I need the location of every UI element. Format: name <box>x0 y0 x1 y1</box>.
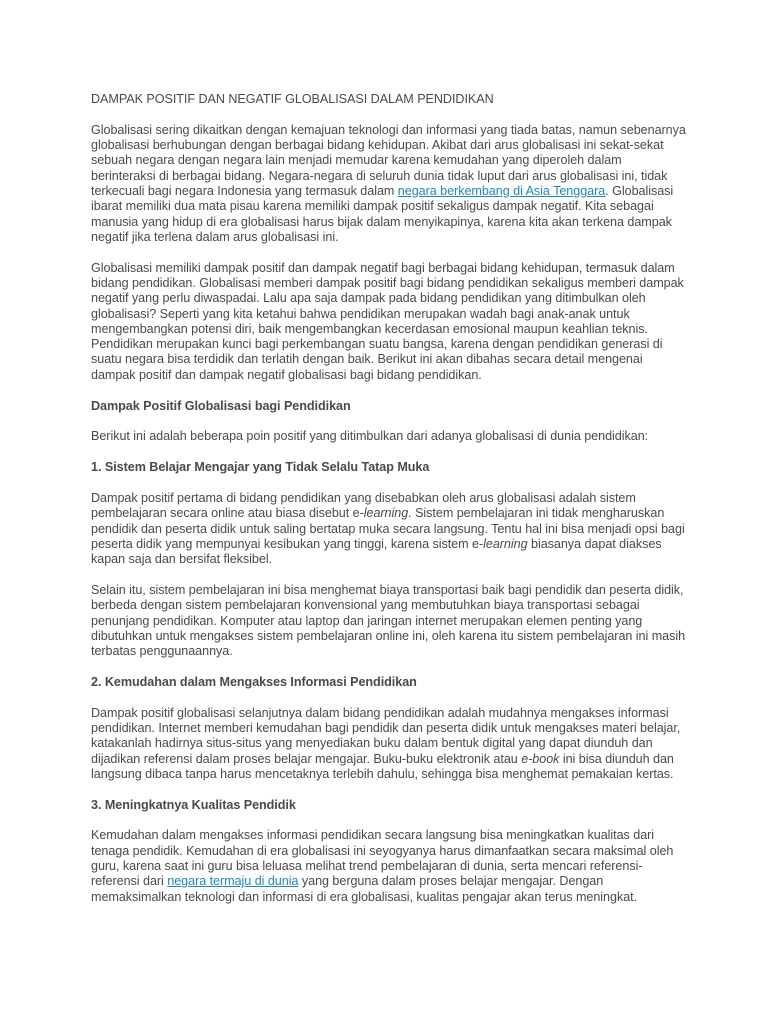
paragraph-intro-text-b: . Globalisasi ibarat memiliki dua mata pisau karena memiliki dampak positif sekaligus dampak negatif. Kita sebagai manusia yang hidup di era globalisasi harus bijak dalam menyikapinya, karena kita akan terkena dampak negatif jika terlena dalam arus globalisasi ini. <box>91 183 674 244</box>
heading-point-2: 2. Kemudahan dalam Mengakses Informasi Pendidikan <box>91 674 417 689</box>
paragraph-elearning-text-a: Dampak positif pertama di bidang pendidikan yang disebabkan oleh arus globalisasi adalah sistem pembelajaran secara online atau biasa disebut e- <box>91 490 636 521</box>
heading-point-3: 3. Meningkatnya Kualitas Pendidik <box>91 797 296 812</box>
link-negara-berkembang[interactable]: negara berkembang di Asia Tenggara <box>397 183 606 198</box>
paragraph-teacher-quality <box>91 828 687 904</box>
paragraph-teacher-quality-text-a: Kemudahan dalam mengakses informasi pendidikan secara langsung bisa meningkatkan kualitas dari tenaga pendidik. Kemudahan di era globalisasi ini seyogyanya harus dimanfaatkan secara maksimal oleh guru, karena saat ini guru bisa leluasa melihat trend pembelajaran di dunia, serta mencari referensi-referensi dari <box>91 828 674 889</box>
paragraph-intro-text-a: Globalisasi sering dikaitkan dengan kemajuan teknologi dan informasi yang tiada batas, namun sebenarnya globalisasi berhubungan dengan berbagai bidang kehidupan. Akibat dari arus globalisasi ini sekat-sekat sebuah negara dengan negara lain menjadi memudar karena kemudahan yang diperoleh dalam berinteraksi di berbagai bidang. Negara-negara di seluruh dunia tidak luput dari arus globalisasi ini, tidak terkecuali bagi negara Indonesia yang termasuk dalam <box>91 122 686 198</box>
paragraph-elearning-text-c: biasanya dapat diakses kapan saja dan bersifat fleksibel. <box>91 536 662 567</box>
paragraph-positive-intro: Berikut ini adalah beberapa poin positif yang ditimbulkan dari adanya globalisasi di dunia pendidikan: <box>91 429 649 444</box>
paragraph-access-info-text-b: ini bisa diunduh dan langsung dibaca tanpa harus mencetaknya terlebih dahulu, sehingga bisa menghemat pemakaian kertas. <box>91 751 674 781</box>
document-page <box>91 92 687 920</box>
link-negara-termaju[interactable]: negara termaju di dunia <box>167 874 299 889</box>
paragraph-cost-saving: Selain itu, sistem pembelajaran ini bisa menghemat biaya transportasi baik bagi pendidik dan peserta didik, berbeda dengan sistem pembelajaran konvensional yang membutuhkan biaya transportasi sebagai penunjang pendidikan. Komputer atau laptop dan jaringan internet merupakan elemen penting yang dibutuhkan untuk mengakses sistem pembelajaran online ini, oleh karena itu sistem pembelajaran ini masih terbatas penggunaannya. <box>91 582 686 659</box>
paragraph-access-info-text-a: Dampak positif globalisasi selanjutnya dalam bidang pendidikan adalah mudahnya mengakses informasi pendidikan. Internet memberi kemudahan bagi pendidik dan peserta didik untuk mengakses materi belajar, katakanlah hadirnya situs-situs yang menyediakan buku dalam bentuk digital yang dapat diunduh dan dijadikan referensi dalam proses belajar mengajar. Buku-buku elektronik atau <box>91 705 681 766</box>
paragraph-access-info <box>91 706 687 782</box>
emphasis-learning-1: learning <box>363 506 409 521</box>
emphasis-ebook: e-book <box>521 751 560 766</box>
emphasis-learning-2: learning <box>483 536 528 551</box>
paragraph-elearning-text-b: . Sistem pembelajaran ini tidak mengharuskan pendidik dan peserta didik untuk saling bertatap muka secara langsung. Tentu hal ini bisa menjadi opsi bagi peserta didik yang mempunyai kesibukan yang tinggi, karena sistem e- <box>91 506 685 551</box>
document-title: DAMPAK POSITIF DAN NEGATIF GLOBALISASI DALAM PENDIDIKAN <box>91 92 494 106</box>
heading-positive-impact: Dampak Positif Globalisasi bagi Pendidikan <box>91 398 351 413</box>
paragraph-intro <box>91 123 687 245</box>
paragraph-overview: Globalisasi memiliki dampak positif dan dampak negatif bagi berbagai bidang kehidupan, termasuk dalam bidang pendidikan. Globalisasi memberi dampak positif bagi bidang pendidikan sekaligus memberi dampak negatif yang perlu diwaspadai. Lalu apa saja dampak pada bidang pendidikan yang ditimbulkan oleh globalisasi? Seperti yang kita ketahui bahwa pendidikan merupakan wadah bagi anak-anak untuk mengembangkan potensi diri, baik mengembangkan kecerdasan emosional maupun keahlian teknis. Pendidikan merupakan kunci bagi perkembangan suatu bangsa, karena dengan pendidikan generasi di suatu negara bisa terdidik dan terlatih dengan baik. Berikut ini akan dibahas secara detail mengenai dampak positif dan dampak negatif globalisasi bagi bidang pendidikan. <box>91 260 684 382</box>
paragraph-teacher-quality-text-b: yang berguna dalam proses belajar mengajar. Dengan memaksimalkan teknologi dan informasi di era globalisasi, kualitas pengajar akan terus meningkat. <box>91 874 638 904</box>
heading-point-1: 1. Sistem Belajar Mengajar yang Tidak Selalu Tatap Muka <box>91 460 430 475</box>
paragraph-elearning <box>91 491 687 567</box>
